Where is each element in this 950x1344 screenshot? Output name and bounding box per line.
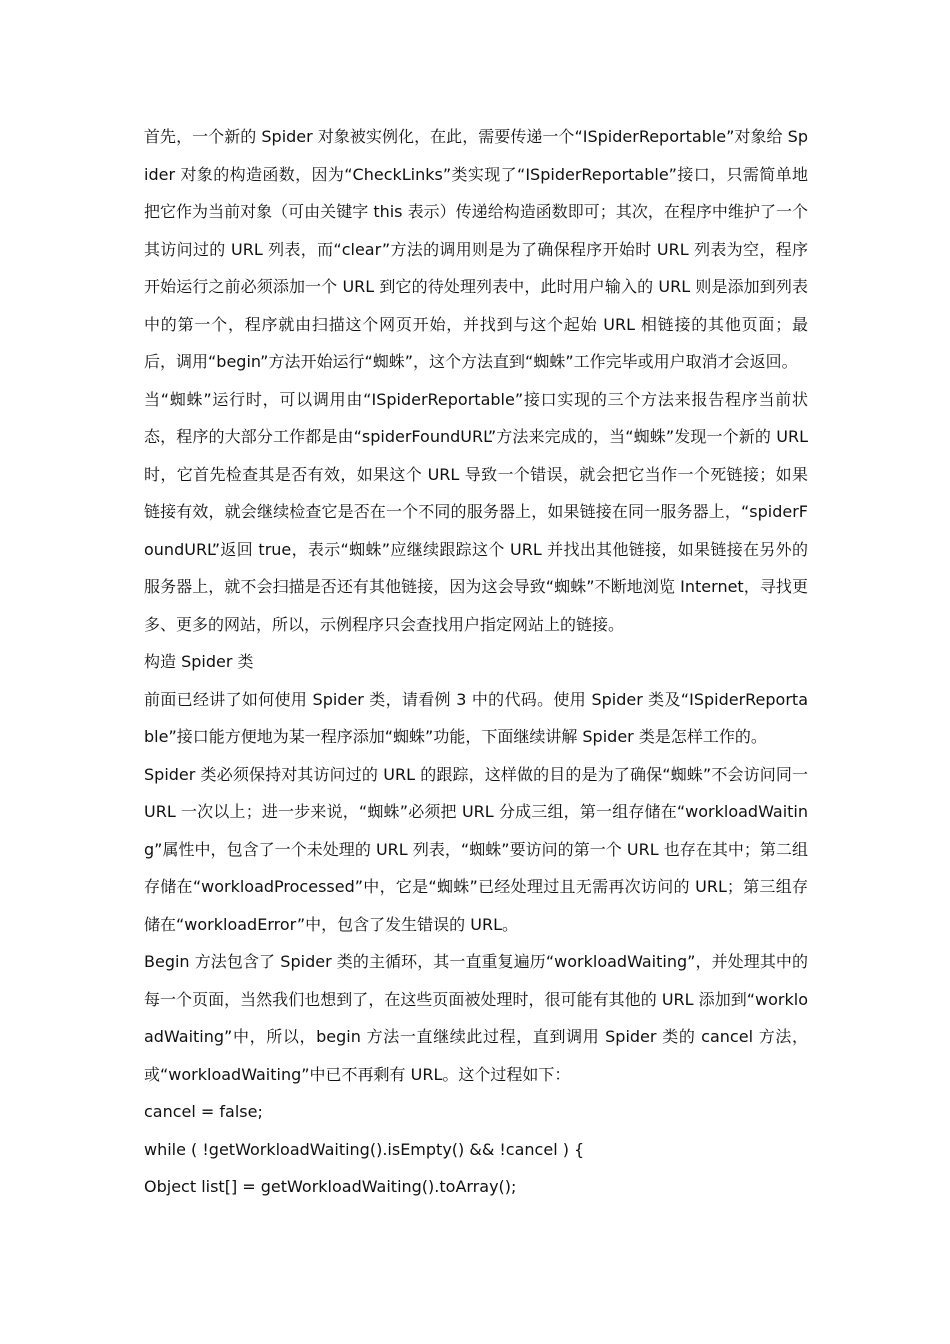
paragraph-begin-method: Begin 方法包含了 Spider 类的主循环，其一直重复遍历“workloadWaiting”，并处理其中的每一个页面，当然我们也想到了，在这些页面被处理时，很可能有其他的 URL 添加到“workloadWaiting”中，所以，begin 方法一直继续此过程，直到调用 Spider 类的 cancel 方法，或“workloadWaiting”中已不再剩有 URL。这个过程如下： — [144, 952, 808, 1084]
code-line: cancel = false; — [144, 1102, 263, 1121]
code-line: while ( !getWorkloadWaiting().isEmpty() && !cancel ) { — [144, 1139, 585, 1159]
section-heading: 构造 Spider 类 — [144, 652, 254, 671]
paragraph-spider-usage: 前面已经讲了如何使用 Spider 类，请看例 3 中的代码。使用 Spider 类及“ISpiderReportable”接口能方便地为某一程序添加“蜘蛛”功能，下面继续讲解 Spider 类是怎样工作的。 — [144, 689, 808, 746]
paragraph-url-tracking: Spider 类必须保持对其访问过的 URL 的跟踪，这样做的目的是为了确保“蜘蛛”不会访问同一 URL 一次以上；进一步来说，“蜘蛛”必须把 URL 分成三组，第一组存储在“workloadWaiting”属性中，包含了一个未处理的 URL 列表，“蜘蛛”要访问的第一个 URL 也存在其中；第二组存储在“workloadProcessed”中，它是“蜘蛛”已经处理过且无需再次访问的 URL；第三组存储在“workloadError”中，包含了发生错误的 URL。 — [144, 764, 808, 934]
paragraph-spider-running: 当“蜘蛛”运行时，可以调用由“ISpiderReportable”接口实现的三个方法来报告程序当前状态，程序的大部分工作都是由“spiderFoundURL”方法来完成的，当“蜘蛛”发现一个新的 URL 时，它首先检查其是否有效，如果这个 URL 导致一个错误，就会把它当作一个死链接；如果链接有效，就会继续检查它是否在一个不同的服务器上，如果链接在同一服务器上，“spiderFoundURL”返回 true，表示“蜘蛛”应继续跟踪这个 URL 并找出其他链接，如果链接在另外的服务器上，就不会扫描是否还有其他链接，因为这会导致“蜘蛛”不断地浏览 Internet，寻找更多、更多的网站，所以，示例程序只会查找用户指定网站上的链接。 — [144, 389, 808, 634]
code-line: Object list[] = getWorkloadWaiting().toArray(); — [144, 1177, 517, 1196]
document-body — [144, 118, 808, 1206]
paragraph-spider-instantiation: 首先，一个新的 Spider 对象被实例化，在此，需要传递一个“ISpiderReportable”对象给 Spider 对象的构造函数，因为“CheckLinks”类实现了“ISpiderReportable”接口，只需简单地把它作为当前对象（可由关键字 this 表示）传递给构造函数即可；其次，在程序中维护了一个其访问过的 URL 列表，而“clear”方法的调用则是为了确保程序开始时 URL 列表为空，程序开始运行之前必须添加一个 URL 到它的待处理列表中，此时用户输入的 URL 则是添加到列表中的第一个，程序就由扫描这个网页开始，并找到与这个起始 URL 相链接的其他页面；最后，调用“begin”方法开始运行“蜘蛛”，这个方法直到“蜘蛛”工作完毕或用户取消才会返回。 — [144, 127, 808, 371]
